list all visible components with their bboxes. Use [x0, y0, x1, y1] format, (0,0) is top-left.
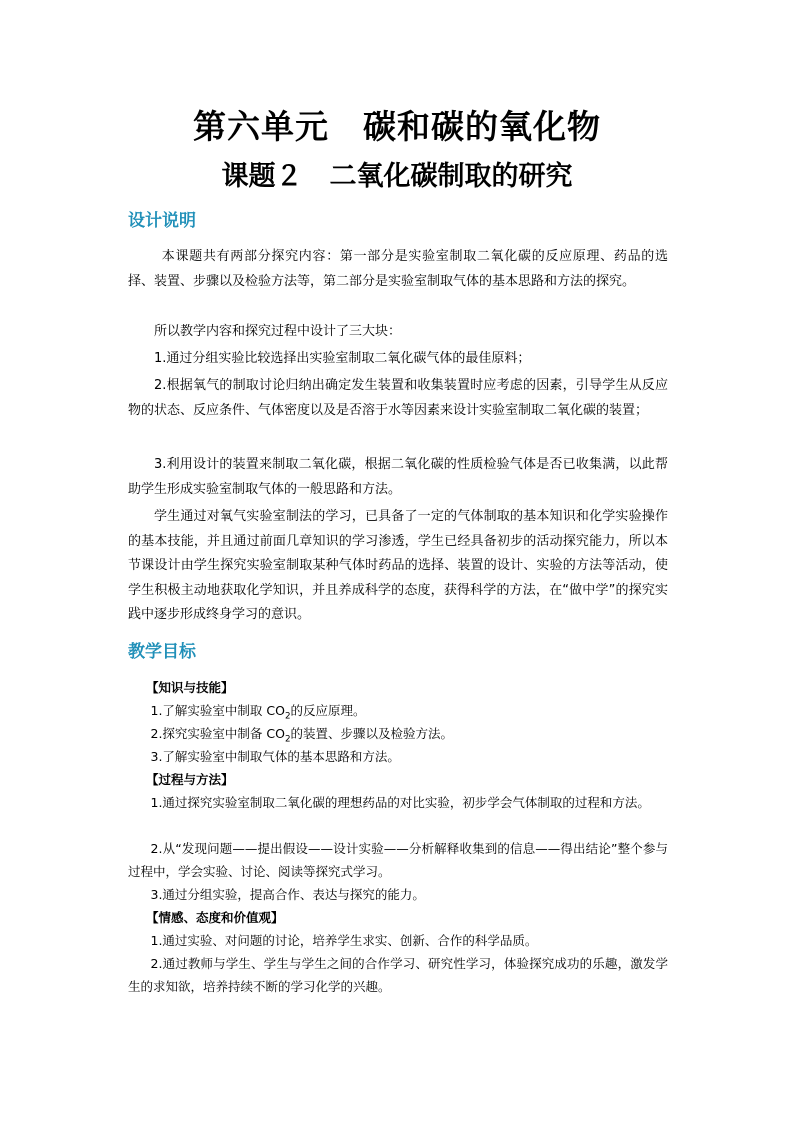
knowledge-item-2: 2.探究实验室中制备 $CO_2$的装置、步骤以及检验方法。 — [150, 726, 454, 745]
design-paragraph-2: 所以教学内容和探究过程中设计了三大块： — [154, 324, 402, 339]
lesson-title: 课题２ 二氧化碳制取的研究 — [221, 161, 573, 192]
knowledge-item-3: 3.了解实验室中制取气体的基本思路和方法。 — [150, 749, 400, 764]
process-item-2: 2.从“发现问题——提出假设——设计实验——分析解释收集到的信息——得出结论”整个参与过程中，学会实验、讨论、阅读等探究式学习。 — [128, 841, 668, 880]
attitude-item-1: 1.通过实验、对问题的讨论，培养学生求实、创新、合作的科学品质。 — [150, 933, 538, 948]
knowledge-label: 【知识与技能】 — [146, 680, 234, 695]
attitude-item-2: 2.通过教师与学生、学生与学生之间的合作学习、研究性学习，体验探究成功的乐趣，激发学生的求知欲，培养持续不断的学习化学的兴趣。 — [128, 956, 668, 995]
attitude-label: 【情感、态度和价值观】 — [146, 910, 284, 925]
design-paragraph-3: 1.通过分组实验比较选择出实验室制取二氧化碳气体的最佳原料； — [154, 351, 531, 366]
design-heading: 设计说明 — [128, 211, 196, 231]
design-paragraph-4: 2.根据氧气的制取讨论归纳出确定发生装置和收集装置时应考虑的因素，引导学生从反应物的状态、反应条件、气体密度以及是否溶于水等因素来设计实验室制取二氧化碳的装置； — [128, 378, 668, 418]
knowledge-item-1: 1.了解实验室中制取 $CO_2$的反应原理。 — [150, 703, 366, 722]
process-item-3: 3.通过分组实验，提高合作、表达与探究的能力。 — [150, 887, 425, 902]
design-paragraph-6: 学生通过对氧气实验室制法的学习，已具备了一定的气体制取的基本知识和化学实验操作的基本技能，并且通过前面几章知识的学习渗透，学生已经具备初步的活动探究能力，所以本节课设计由学生探究实验室制取某种气体时药品的选择、装置的设计、实验的方法等活动，使学生积极主动地获取化学知识，并且养成科学的态度，获得科学的方法，在“做中学”的探究实践中逐步形成终身学习的意识。 — [128, 509, 668, 622]
design-paragraph-5: 3.利用设计的装置来制取二氧化碳，根据二氧化碳的性质检验气体是否已收集满，以此帮助学生形成实验室制取气体的一般思路和方法。 — [128, 457, 668, 497]
process-label: 【过程与方法】 — [146, 772, 234, 787]
design-paragraph-1: 本课题共有两部分探究内容：第一部分是实验室制取二氧化碳的反应原理、药品的选择、装置、步骤以及检验方法等，第二部分是实验室制取气体的基本思路和方法的探究。 — [128, 249, 668, 289]
process-item-1: 1.通过探究实验室制取二氧化碳的理想药品的对比实验，初步学会气体制取的过程和方法。 — [150, 795, 650, 810]
objectives-heading: 教学目标 — [128, 642, 196, 662]
unit-title: 第六单元 碳和碳的氧化物 — [193, 107, 601, 146]
